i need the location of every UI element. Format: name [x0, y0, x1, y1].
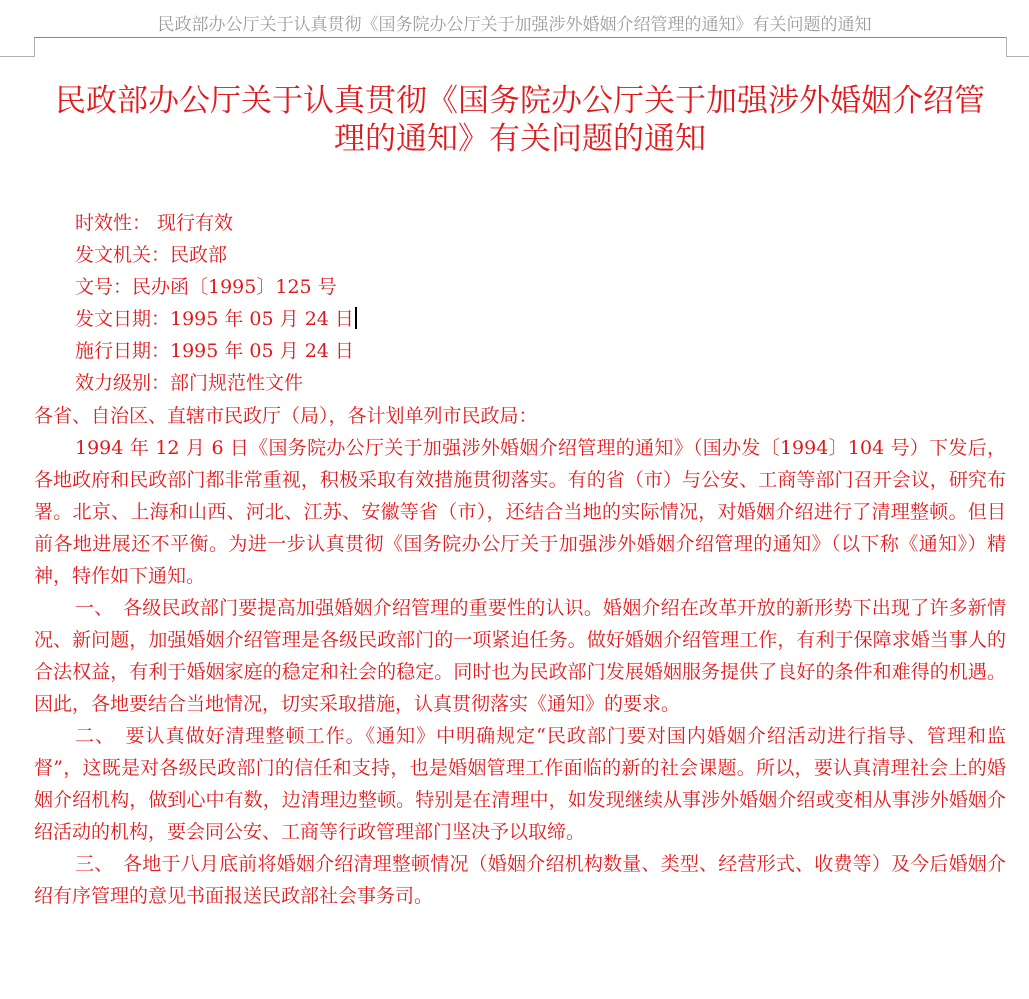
margin-corner-mark-right [1006, 37, 1029, 57]
paragraph-item-1: 一、 各级民政部门要提高加强婚姻介绍管理的重要性的认识。婚姻介绍在改革开放的新形势下出现了许多新情况、新问题，加强婚姻介绍管理是各级民政部门的一项紧迫任务。做好婚姻介绍管理工作，有利于保障求婚当事人的合法权益，有利于婚姻家庭的稳定和社会的稳定。同时也为民政部门发展婚姻服务提供了良好的条件和难得的机遇。因此，各地要结合当地情况，切实采取措施，认真贯彻落实《通知》的要求。 [34, 597, 1006, 715]
running-header-title: 民政部办公厅关于认真贯彻《国务院办公厅关于加强涉外婚姻介绍管理的通知》有关问题的通知 [157, 15, 872, 35]
meta-issue-date: 发文日期：1995 年 05 月 24 日 [75, 308, 354, 330]
paragraph-item-2: 二、 要认真做好清理整顿工作。《通知》中明确规定“民政部门要对国内婚姻介绍活动进行指导、管理和监督”，这既是对各级民政部门的信任和支持，也是婚姻管理工作面临的新的社会课题。所以，要认真清理社会上的婚姻介绍机构，做到心中有数，边清理边整顿。特别是在清理中，如发现继续从事涉外婚姻介绍或变相从事涉外婚姻介绍活动的机构，要会同公安、工商等行政管理部门坚决予以取缔。 [34, 725, 1006, 843]
meta-issue-date-row[interactable] [75, 303, 675, 335]
document-title-line-2: 理的通知》有关问题的通知 [334, 121, 706, 157]
margin-corner-mark-left [0, 37, 35, 57]
document-title-line-1: 民政部办公厅关于认真贯彻《国务院办公厅关于加强涉外婚姻介绍管 [55, 83, 985, 119]
meta-validity: 时效性： 现行有效 [75, 212, 234, 234]
header-rule [34, 37, 1006, 38]
paragraph-intro: 1994 年 12 月 6 日《国务院办公厅关于加强涉外婚姻介绍管理的通知》（国办发〔1994〕104 号）下发后，各地政府和民政部门都非常重视，积极采取有效措施贯彻落实。有的省（市）与公安、工商等部门召开会议，研究布署。北京、上海和山西、河北、江苏、安徽等省（市），还结合当地的实际情况，对婚姻介绍进行了清理整顿。但目前各地进展还不平衡。为进一步认真贯彻《国务院办公厅关于加强涉外婚姻介绍管理的通知》（以下称《通知》）精神，特作如下通知。 [34, 437, 1006, 587]
document-metadata [75, 207, 675, 399]
meta-level: 效力级别：部门规范性文件 [75, 372, 304, 394]
meta-issuer: 发文机关：民政部 [75, 244, 228, 266]
document-title [34, 82, 1006, 158]
meta-effective-date: 施行日期：1995 年 05 月 24 日 [75, 340, 354, 362]
text-cursor [355, 307, 357, 329]
meta-doc-number: 文号：民办函〔1995〕125 号 [75, 276, 337, 298]
document-body[interactable] [34, 400, 1006, 912]
paragraph-item-3: 三、 各地于八月底前将婚姻介绍清理整顿情况（婚姻介绍机构数量、类型、经营形式、收费等）及今后婚姻介绍有序管理的意见书面报送民政部社会事务司。 [34, 853, 1006, 907]
page-header [0, 0, 1029, 40]
addressee-line: 各省、自治区、直辖市民政厅（局），各计划单列市民政局： [34, 405, 538, 427]
